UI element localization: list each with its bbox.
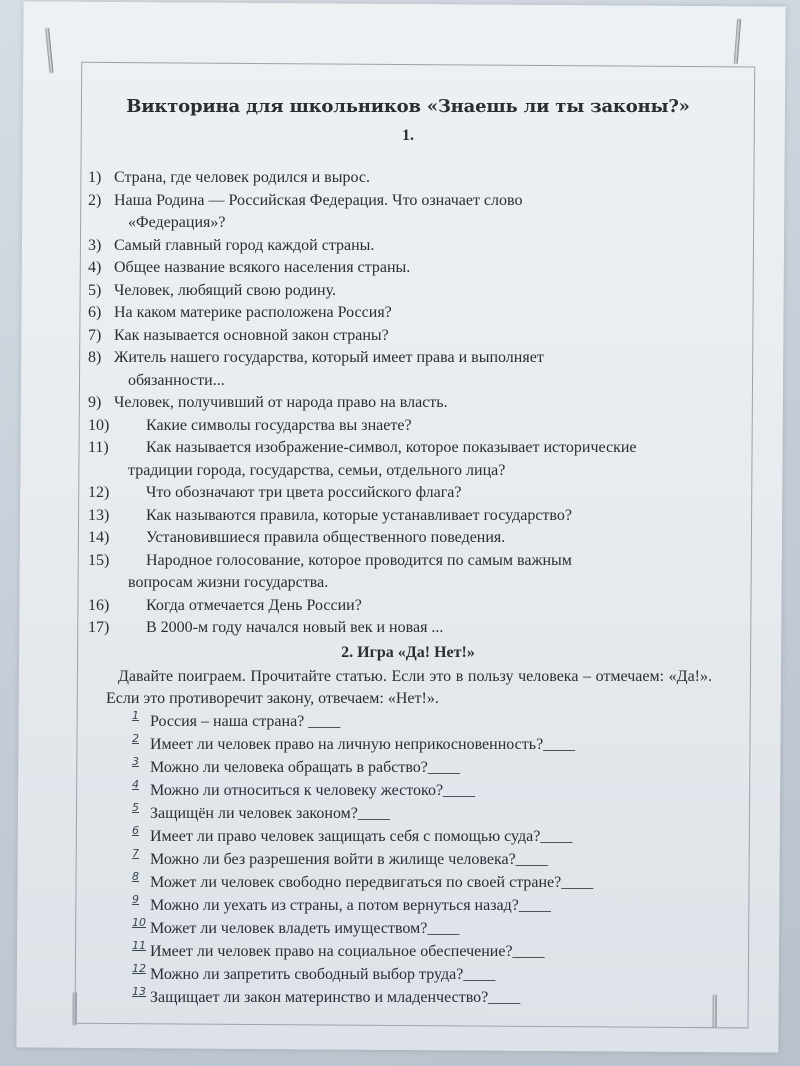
handwritten-number: 2 [132, 731, 139, 745]
section-2-items [88, 710, 728, 1009]
list-item [88, 756, 728, 779]
list-item [88, 347, 728, 392]
list-item [88, 190, 728, 235]
question-number: 12) [88, 484, 110, 501]
question-number: 5) [88, 281, 102, 299]
handwritten-number: 6 [132, 823, 139, 837]
handwritten-number: 3 [132, 754, 139, 768]
pin-top-right [734, 18, 742, 64]
list-item [88, 550, 728, 595]
question-number: 13) [88, 506, 110, 524]
list-item [88, 940, 728, 963]
handwritten-number: 10 [132, 915, 146, 929]
list-item [88, 392, 728, 415]
section-2-intro: Давайте поиграем. Прочитайте статью. Если это в пользу человека – отмечаем: «Да!». Если это противоречит закону, отвечаем: «Нет!». [106, 667, 712, 707]
list-item [88, 257, 728, 280]
pin-top-left [45, 27, 53, 73]
list-item [88, 167, 728, 190]
section-1-questions [88, 167, 728, 640]
list-item [88, 802, 728, 825]
item-text: Может ли человек свободно передвигаться по своей стране?____ [150, 873, 594, 891]
list-item [88, 986, 728, 1009]
question-text: Как называется основной закон страны? [114, 326, 389, 344]
list-item [88, 894, 728, 917]
question-text: На каком материке расположена Россия? [114, 304, 392, 321]
question-number: 2) [88, 191, 102, 209]
item-text: Имеет ли право человек защищать себя с помощью суда?____ [150, 827, 573, 845]
item-text: Можно ли запретить свободный выбор труда?____ [150, 965, 496, 983]
question-number: 17) [88, 619, 110, 636]
handwritten-number: 5 [132, 800, 139, 814]
handwritten-number: 13 [132, 984, 146, 998]
question-text: Народное голосование, которое проводится по самым важным [146, 551, 572, 569]
list-item [88, 302, 728, 325]
item-text: Имеет ли человек право на социальное обеспечение?____ [150, 942, 545, 960]
question-number: 3) [88, 236, 102, 254]
list-item [88, 825, 728, 848]
question-text-continued: «Федерация»? [128, 214, 226, 231]
list-item [88, 482, 728, 505]
question-text: Установившиеся правила общественного поведения. [146, 529, 506, 546]
question-text-continued: обязанности... [128, 371, 225, 389]
list-item [88, 235, 728, 258]
list-item [88, 733, 728, 756]
list-item [88, 963, 728, 986]
question-text: Какие символы государства вы знаете? [146, 416, 412, 434]
question-number: 7) [88, 326, 102, 344]
question-number: 11) [88, 439, 109, 456]
item-text: Можно ли без разрешения войти в жилище человека?____ [150, 850, 548, 868]
item-text: Россия – наша страна? ____ [150, 712, 341, 730]
question-number: 9) [88, 394, 102, 411]
list-item [88, 779, 728, 802]
question-text: Самый главный город каждой страны. [114, 236, 375, 254]
handwritten-number: 4 [132, 777, 139, 791]
list-item [88, 415, 728, 438]
list-item [88, 505, 728, 528]
list-item [88, 280, 728, 303]
question-text: Когда отмечается День России? [146, 596, 362, 614]
handwritten-number: 12 [132, 961, 146, 975]
item-text: Имеет ли человек право на личную неприкосновенность?____ [150, 735, 576, 753]
section-1-number: 1. [402, 127, 414, 144]
question-text: Что обозначают три цвета российского флага? [146, 484, 462, 501]
handwritten-number: 8 [132, 869, 139, 883]
question-text: В 2000-м году начался новый век и новая ... [146, 619, 444, 636]
question-text: Человек, любящий свою родину. [114, 281, 337, 299]
list-item [88, 595, 728, 618]
list-item [88, 527, 728, 550]
handwritten-number: 11 [132, 938, 146, 952]
item-text: Может ли человек владеть имуществом?____ [150, 919, 460, 937]
question-number: 16) [88, 596, 110, 614]
question-number: 4) [88, 259, 102, 276]
item-text: Можно ли относиться к человеку жестоко?____ [150, 781, 476, 799]
handwritten-number: 7 [132, 846, 139, 860]
question-text: Как называются правила, которые устанавливает государство? [146, 506, 572, 524]
item-text: Защищён ли человек законом?____ [150, 804, 390, 822]
handwritten-number: 1 [132, 708, 139, 722]
question-text: Общее название всякого населения страны. [114, 259, 411, 276]
question-text: Страна, где человек родился и вырос. [114, 169, 370, 186]
question-number: 8) [88, 349, 102, 366]
list-item [88, 848, 728, 871]
question-text-continued: традиции города, государства, семьи, отдельного лица? [128, 461, 506, 479]
question-number: 6) [88, 304, 102, 321]
list-item [88, 917, 728, 940]
question-text: Человек, получивший от народа право на власть. [114, 394, 448, 411]
item-text: Защищает ли закон материнство и младенчество?____ [150, 988, 521, 1006]
question-text-continued: вопросам жизни государства. [128, 574, 329, 591]
list-item [88, 617, 728, 640]
item-text: Можно ли уехать из страны, а потом вернуться назад?____ [150, 896, 551, 914]
quiz-title: Викторина для школьников «Знаешь ли ты законы?» [126, 96, 690, 117]
handwritten-number: 9 [132, 892, 139, 906]
section-2-title: 2. Игра «Да! Нет!» [341, 643, 475, 661]
question-text: Житель нашего государства, который имеет права и выполняет [114, 349, 544, 366]
list-item [88, 325, 728, 348]
question-number: 1) [88, 169, 102, 186]
question-number: 10) [88, 416, 110, 434]
question-number: 14) [88, 529, 110, 546]
list-item [88, 871, 728, 894]
question-number: 15) [88, 551, 110, 569]
question-text: Как называется изображение-символ, которое показывает исторические [146, 439, 637, 456]
list-item [88, 710, 728, 733]
item-text: Можно ли человека обращать в рабство?____ [150, 758, 460, 776]
list-item [88, 437, 728, 482]
question-text: Наша Родина — Российская Федерация. Что означает слово [114, 191, 523, 209]
document-content [88, 96, 728, 1009]
